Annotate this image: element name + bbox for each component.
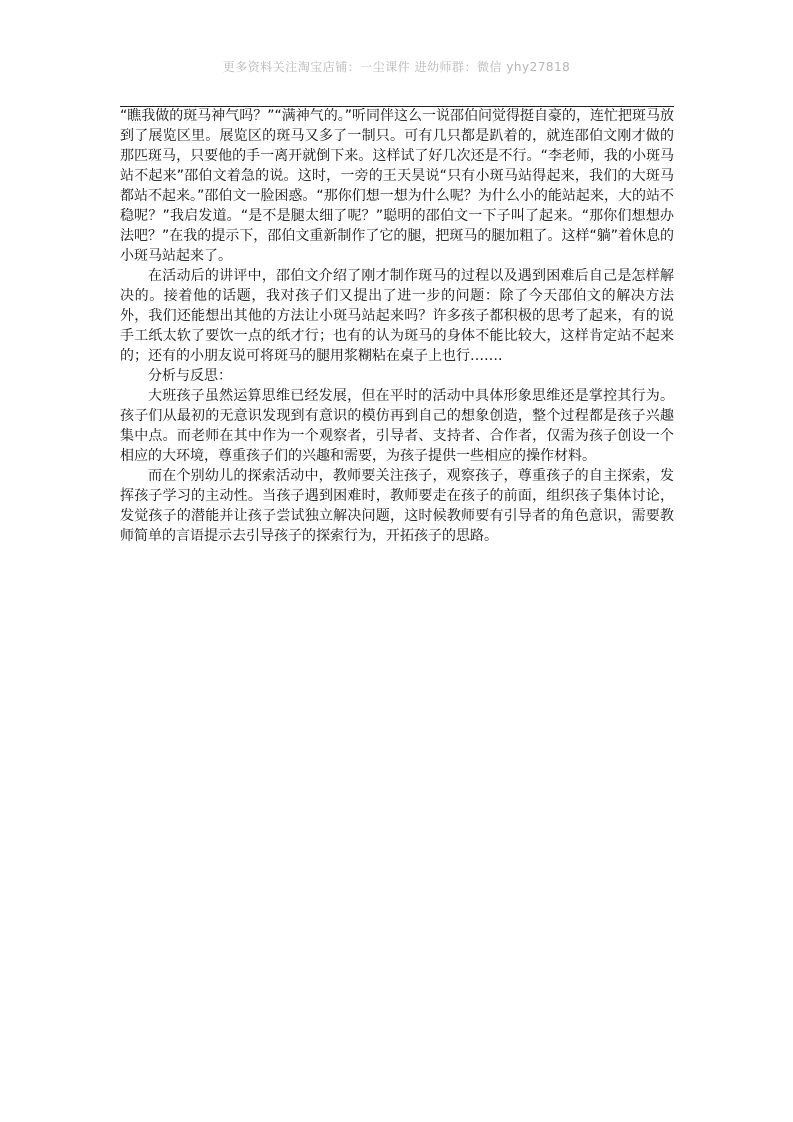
section-heading-analysis: 分析与反思： [148,368,232,384]
page-header-watermark: 更多资料关注淘宝店铺：一尘课件 进幼师群：微信 yhy27818 [222,60,571,74]
paragraph-analysis: 大班孩子虽然运算思维已经发展，但在平时的活动中具体形象思维还是掌控其行为。孩子们从最初的无意识发现到有意识的模仿再到自己的想象创造，整个过程都是孩子兴趣集中点。而老师在其中作为一个观察者，引导者、支持者、合作者，仅需为孩子创设一个相应的大环境，尊重孩子们的兴趣和需要，为孩子提供一些相应的操作材料。 [120,388,674,464]
paragraph-reflection: 而在个别幼儿的探索活动中，教师要关注孩子，观察孩子，尊重孩子的自主探索，发挥孩子学习的主动性。当孩子遇到困难时，教师要走在孩子的前面，组织孩子集体讨论，发觉孩子的潜能并让孩子尝试独立解决问题，这时候教师要有引导者的角色意识，需要教师简单的言语提示去引导孩子的探索行为，开拓孩子的思路。 [120,468,674,544]
paragraph-review: 在活动后的讲评中，邵伯文介绍了刚才制作斑马的过程以及遇到困难后自己是怎样解决的。接着他的话题，我对孩子们又提出了进一步的问题：除了今天邵伯文的解决方法外，我们还能想出其他的方法让小斑马站起来吗？许多孩子都积极的思考了起来，有的说手工纸太软了要饮一点的纸才行；也有的认为斑马的身体不能比较大，这样肯定站不起来的；还有的小朋友说可将斑马的腿用浆糊粘在桌子上也行……. [120,268,674,364]
document-body [120,106,674,546]
paragraph-story: “瞧我做的斑马神气吗？”“满神气的。”听同伴这么一说邵伯问觉得挺自豪的，连忙把斑马放到了展览区里。展览区的斑马又多了一制只。可有几只都是趴着的，就连邵伯文刚才做的那匹斑马，只要他的手一离开就倒下来。这样试了好几次还是不行。“李老师，我的小斑马站不起来”邵伯文着急的说。这时，一旁的王天昊说“只有小斑马站得起来，我们的大斑马都站不起来。”邵伯文一脸困惑。“那你们想一想为什么呢？为什么小的能站起来，大的站不稳呢？”我启发道。“是不是腿太细了呢？”聪明的邵伯文一下子叫了起来。“那你们想想办法吧？”在我的提示下，邵伯文重新制作了它的腿，把斑马的腿加粗了。这样“躺”着休息的小斑马站起来了。 [120,108,675,264]
